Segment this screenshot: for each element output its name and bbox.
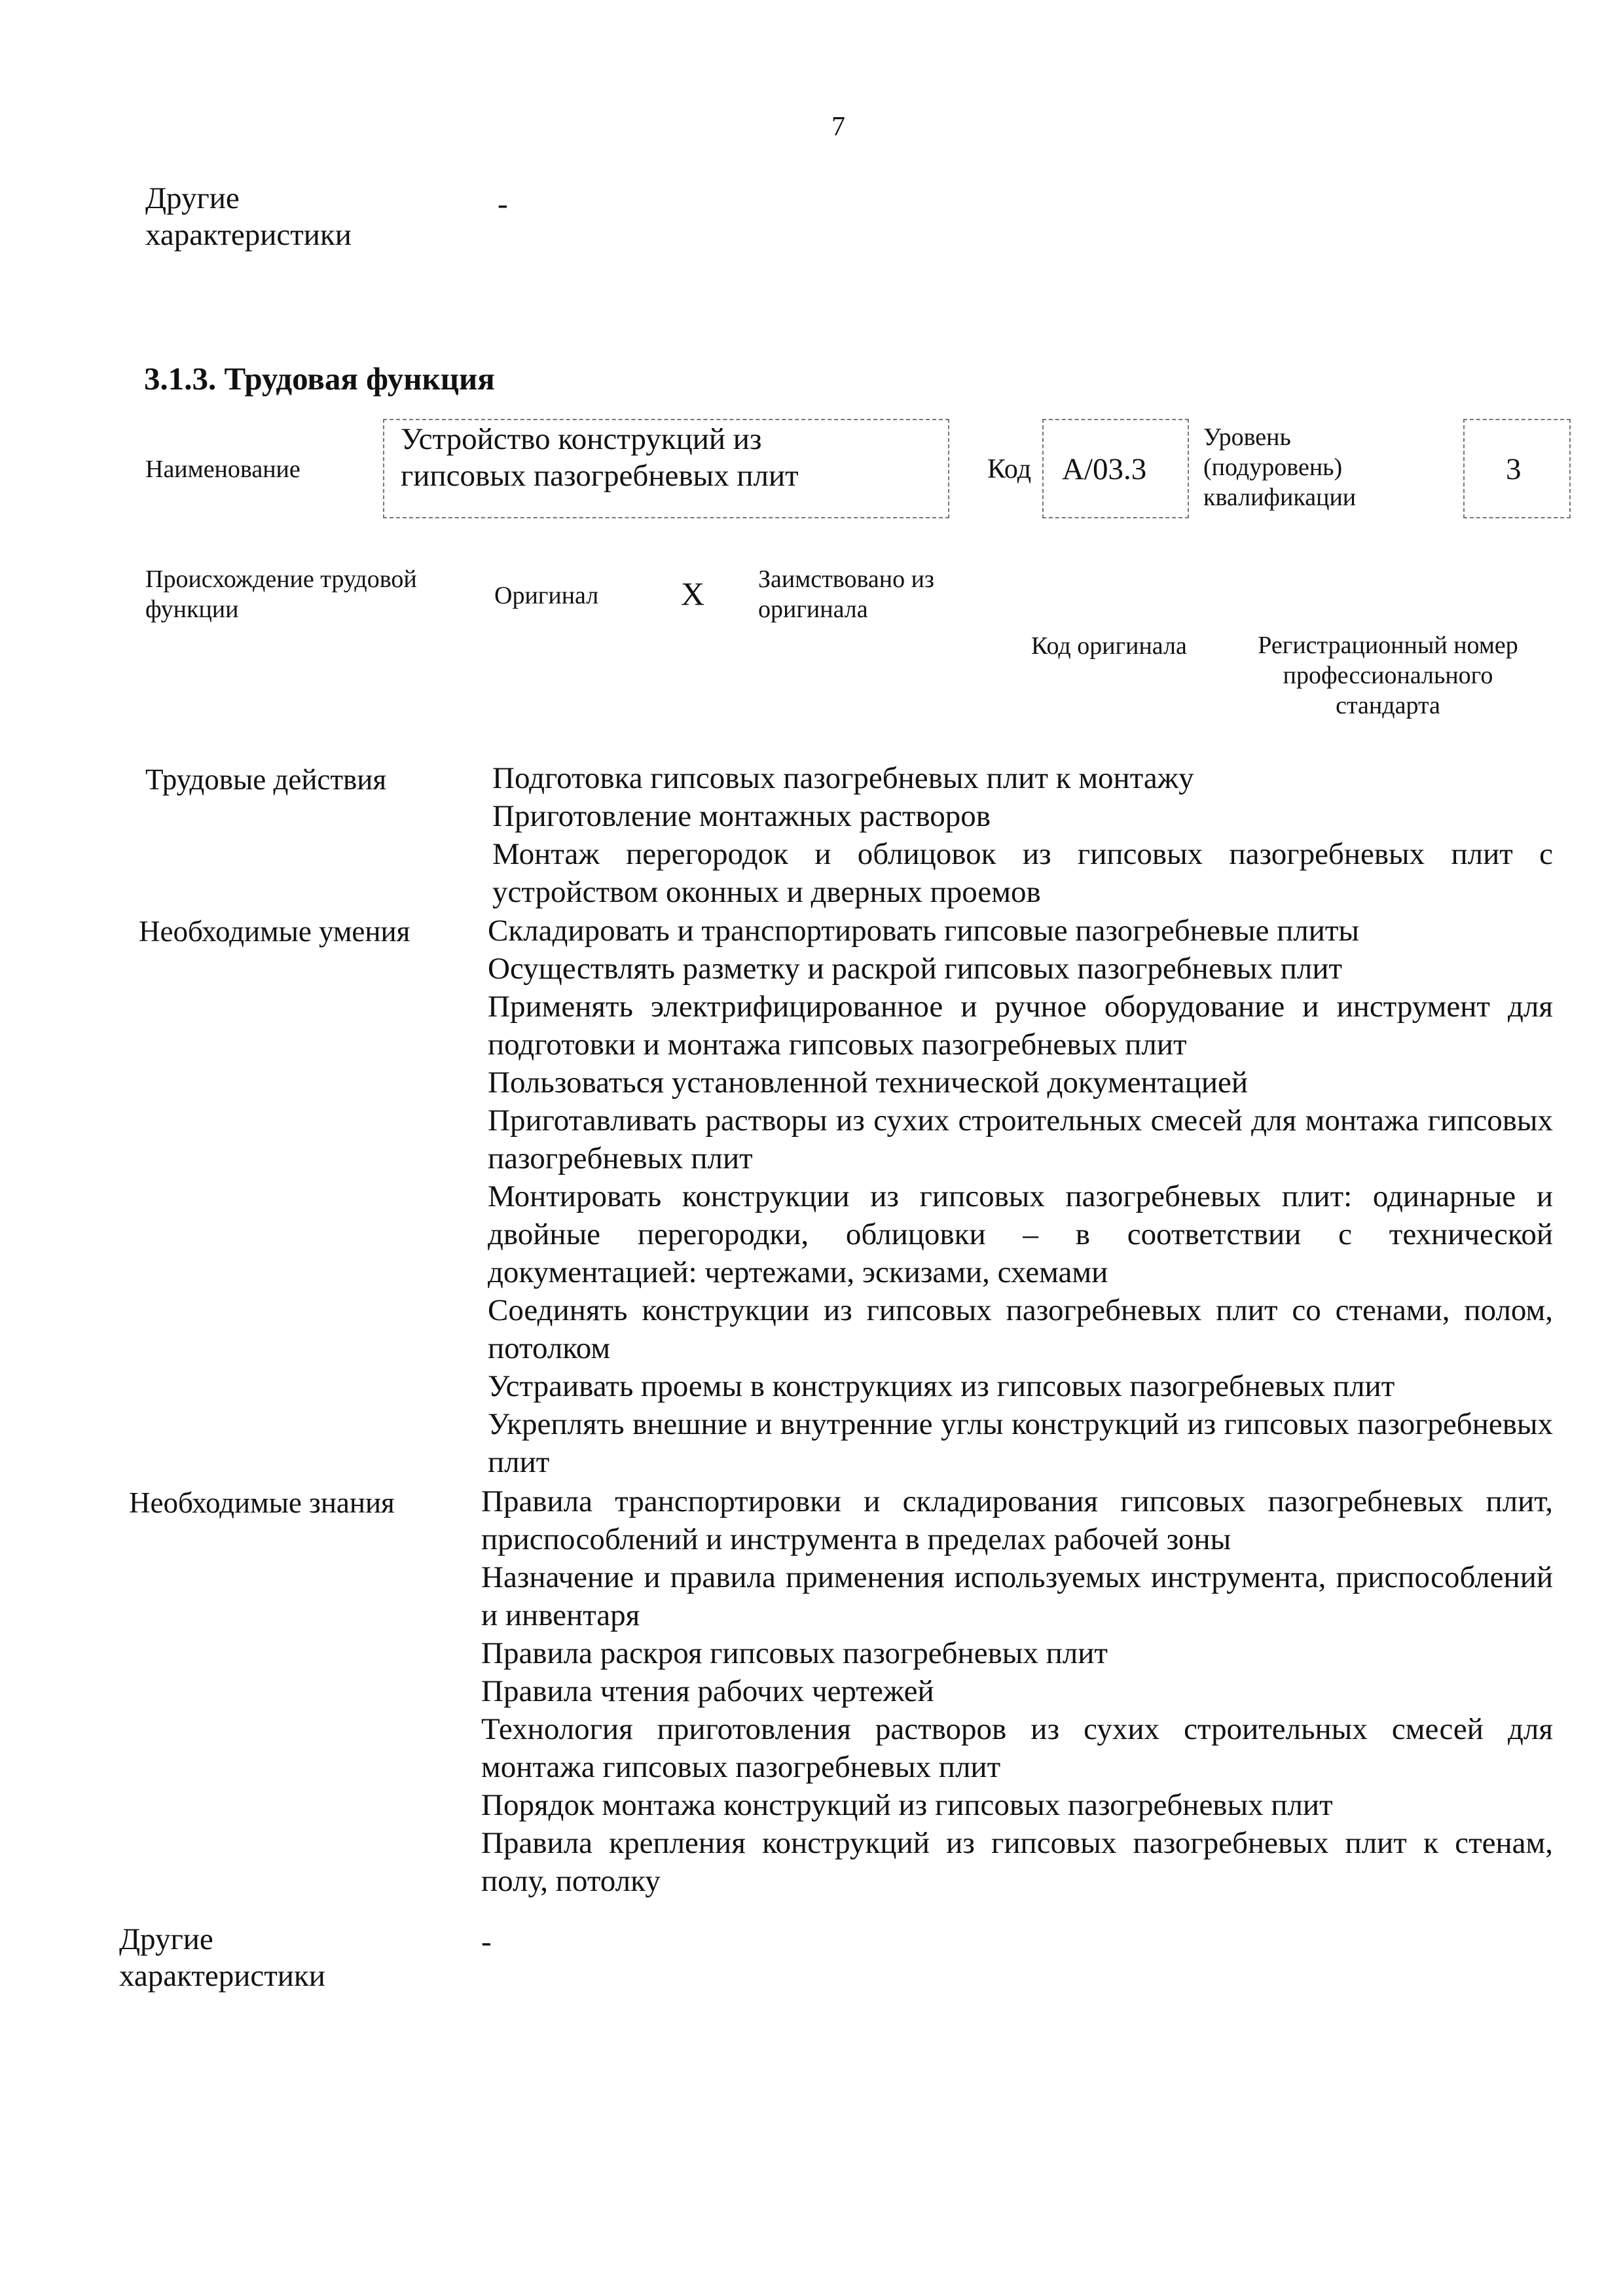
section-heading: 3.1.3. Трудовая функция	[144, 361, 495, 397]
bottom-other-label	[119, 1921, 325, 1994]
original-mark: X	[681, 575, 705, 612]
code-label: Код	[987, 454, 1032, 484]
list-item: Монтировать конструкции из гипсовых пазогребневых плит: одинарные и двойные перегородки, облицовки – в соответствии с технической документацией: чертежами, эскизами, схемами	[488, 1179, 1553, 1289]
borrowed-label-line2: оригинала	[758, 596, 868, 623]
skills-label: Необходимые умения	[139, 915, 410, 948]
level-label-line2: (подуровень)	[1203, 454, 1343, 481]
top-other-label	[145, 180, 352, 253]
list-item: Пользоваться установленной технической документацией	[488, 1066, 1248, 1100]
top-other-label-line2: характеристики	[145, 218, 352, 252]
list-item: Приготовление монтажных растворов	[492, 799, 991, 833]
list-item: Правила крепления конструкций из гипсовых пазогребневых плит к стенам, полу, потолку	[481, 1826, 1553, 1898]
list-item: Правила чтения рабочих чертежей	[481, 1674, 934, 1708]
origin-label-line1: Происхождение трудовой	[145, 565, 417, 593]
list-item: Порядок монтажа конструкций из гипсовых пазогребневых плит	[481, 1788, 1333, 1822]
list-item: Соединять конструкции из гипсовых пазогребневых плит со стенами, полом, потолком	[488, 1293, 1553, 1365]
skills-list	[488, 912, 1553, 1481]
list-item: Назначение и правила применения используемых инструмента, приспособлений и инвентаря	[481, 1560, 1553, 1632]
reg-number-line2: профессионального	[1283, 662, 1493, 689]
top-other-label-line1: Другие	[145, 181, 240, 215]
knowledge-list	[481, 1482, 1553, 1900]
level-label-line1: Уровень	[1203, 423, 1291, 451]
knowledge-label: Необходимые знания	[129, 1486, 395, 1519]
list-item: Технология приготовления растворов из сухих строительных смесей для монтажа гипсовых пазогребневых плит	[481, 1712, 1553, 1784]
name-value-line2: гипсовых пазогребневых плит	[401, 459, 799, 493]
name-value	[401, 421, 799, 494]
original-code-label: Код оригинала	[1031, 632, 1187, 660]
bottom-other-label-line2: характеристики	[119, 1959, 325, 1993]
list-item: Осуществлять разметку и раскрой гипсовых пазогребневых плит	[488, 952, 1343, 986]
level-value: 3	[1506, 452, 1522, 486]
list-item: Приготавливать растворы из сухих строительных смесей для монтажа гипсовых пазогребневых плит	[488, 1103, 1553, 1175]
list-item: Устраивать проемы в конструкциях из гипсовых пазогребневых плит	[488, 1369, 1395, 1403]
labor-actions-label: Трудовые действия	[145, 763, 387, 796]
reg-number-line1: Регистрационный номер	[1258, 632, 1518, 659]
original-label: Оригинал	[494, 582, 599, 609]
list-item: Правила транспортировки и складирования гипсовых пазогребневых плит, приспособлений и инструмента в пределах рабочей зоны	[481, 1484, 1553, 1556]
list-item: Применять электрифицированное и ручное оборудование и инструмент для подготовки и монтажа гипсовых пазогребневых плит	[488, 990, 1553, 1062]
name-label: Наименование	[145, 456, 301, 483]
bottom-other-label-line1: Другие	[119, 1922, 213, 1956]
labor-actions-list	[492, 759, 1553, 911]
page-number: 7	[831, 112, 845, 142]
list-item: Укреплять внешние и внутренние углы конструкций из гипсовых пазогребневых плит	[488, 1407, 1553, 1479]
list-item: Монтаж перегородок и облицовок из гипсовых пазогребневых плит с устройством оконных и дверных проемов	[492, 837, 1553, 909]
reg-number-line3: стандарта	[1336, 692, 1440, 719]
level-label	[1203, 422, 1356, 512]
list-item: Подготовка гипсовых пазогребневых плит к монтажу	[492, 761, 1194, 795]
bottom-other-value: -	[481, 1925, 492, 1959]
reg-number-label	[1244, 630, 1532, 721]
origin-label-line2: функции	[145, 596, 239, 623]
borrowed-label	[758, 564, 934, 624]
borrowed-label-line1: Заимствовано из	[758, 565, 934, 593]
level-label-line3: квалификации	[1203, 484, 1357, 511]
name-value-line1: Устройство конструкций из	[401, 422, 762, 456]
top-other-value: -	[498, 187, 508, 221]
list-item: Складировать и транспортировать гипсовые пазогребневые плиты	[488, 914, 1360, 948]
code-value: А/03.3	[1062, 452, 1147, 486]
list-item: Правила раскроя гипсовых пазогребневых плит	[481, 1636, 1108, 1670]
origin-label	[145, 564, 417, 624]
